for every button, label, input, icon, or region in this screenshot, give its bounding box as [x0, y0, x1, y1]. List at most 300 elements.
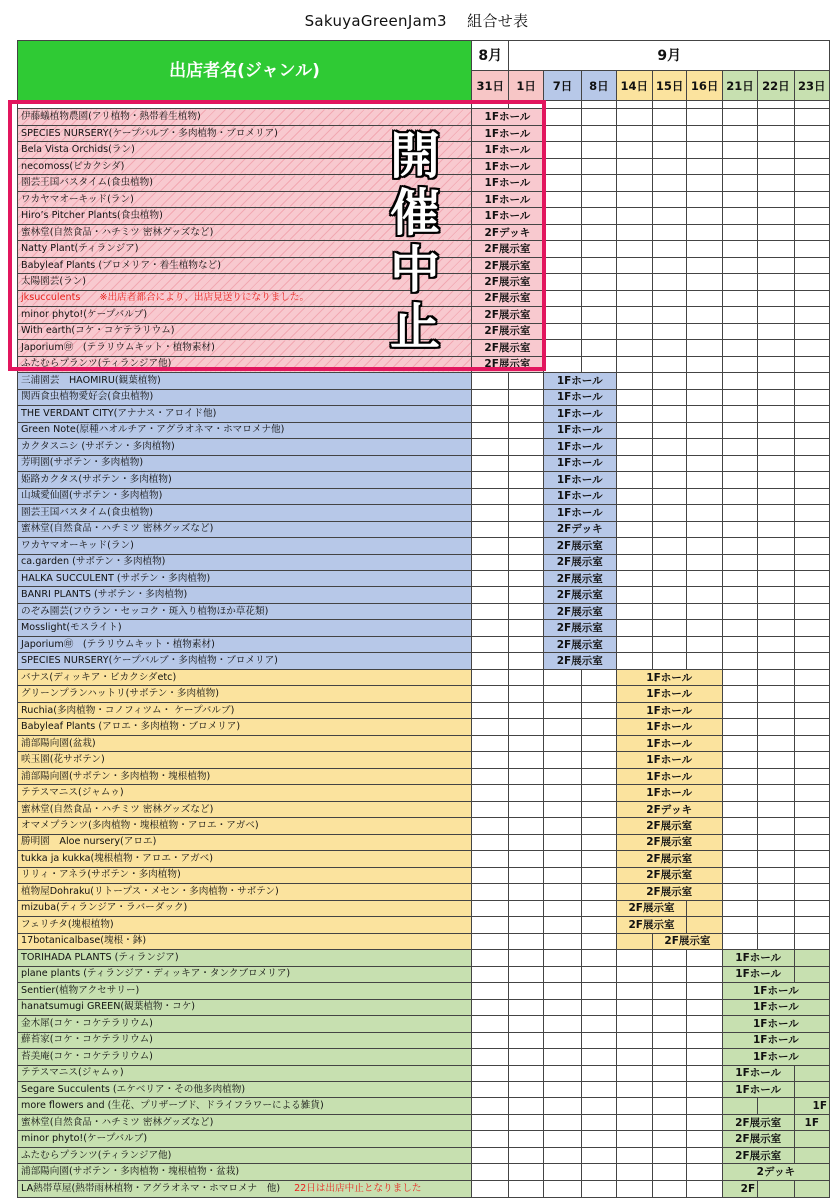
empty-cell: [653, 439, 687, 455]
empty-cell: [758, 439, 794, 455]
empty-cell: [722, 768, 757, 784]
vendor-name-text: 金木犀(コケ・コケテラリウム): [21, 1017, 153, 1029]
empty-cell: [543, 1049, 581, 1065]
empty-cell: [758, 290, 794, 306]
empty-cell: [582, 867, 616, 883]
vendor-name-text: Babyleaf Plants (アロエ・多肉植物・ブロメリア): [21, 721, 241, 733]
table-row: [18, 307, 830, 323]
empty-cell: [472, 702, 509, 718]
empty-cell: [616, 125, 652, 141]
empty-cell: [687, 224, 722, 240]
vendor-name: [18, 950, 472, 966]
vendor-name-text: necomoss(ビカクシダ): [21, 160, 125, 172]
empty-cell: [653, 1049, 687, 1065]
empty-cell: [794, 488, 829, 504]
empty-cell: [616, 1131, 652, 1147]
empty-cell: [543, 999, 581, 1015]
empty-cell: [687, 191, 722, 207]
empty-cell: [794, 933, 829, 949]
table-row: [18, 851, 830, 867]
venue-cell-secondary: 1F: [794, 1114, 829, 1130]
vendor-name: [18, 1082, 472, 1098]
vendor-name-text: Segare Succulents (エケベリア・その他多肉植物): [21, 1083, 246, 1095]
table-row: [18, 1114, 830, 1130]
empty-cell: [543, 158, 581, 174]
empty-cell: [472, 999, 509, 1015]
empty-cell: [616, 356, 652, 372]
vendor-name-text: グリーンプランハットリ(サボテン・多肉植物): [21, 688, 220, 700]
empty-cell: [616, 1164, 652, 1180]
empty-cell: [509, 950, 543, 966]
empty-cell: [758, 257, 794, 273]
vendor-name-text: minor phyto!(ケープバルブ): [21, 1133, 148, 1145]
empty-cell: [616, 109, 652, 125]
empty-cell: [509, 620, 543, 636]
vendor-name-text: HALKA SUCCULENT (サボテン・多肉植物): [21, 572, 211, 584]
vendor-name: [18, 999, 472, 1015]
vendor-name: [18, 1016, 472, 1032]
empty-cell: [509, 1065, 543, 1081]
empty-cell: [582, 224, 616, 240]
venue-cell: 1Fホール: [616, 752, 722, 768]
table-row: [18, 1180, 830, 1197]
table-row: [18, 570, 830, 586]
venue-cell: 2F展示室: [543, 653, 616, 669]
vendor-name-text: 咲玉園(花サボテン): [21, 754, 105, 766]
venue-cell: 2F展示室: [472, 290, 544, 306]
empty-cell: [794, 142, 829, 158]
empty-cell: [687, 1098, 722, 1114]
empty-cell: [794, 224, 829, 240]
empty-cell: [616, 142, 652, 158]
empty-cell: [509, 917, 543, 933]
empty-cell: [794, 505, 829, 521]
table-row: [18, 768, 830, 784]
empty-cell: [582, 884, 616, 900]
empty-cell: [794, 521, 829, 537]
vendor-name-text: 姫路カクタス(サボテン・多肉植物): [21, 473, 172, 485]
vendor-name-text: 蜜林堂(自然食品・ハチミツ 密林グッズなど): [21, 226, 214, 238]
vendor-name-text: Green Note(原種ハオルチア・アグラオネマ・ホマロメナ他): [21, 424, 285, 436]
empty-cell: [582, 1131, 616, 1147]
empty-cell: [472, 867, 509, 883]
empty-cell: [758, 900, 794, 916]
vendor-name-text: 園芸王国バスタイム(食虫植物): [21, 506, 154, 518]
empty-cell: [582, 290, 616, 306]
empty-cell: [509, 1147, 543, 1163]
empty-cell: [509, 768, 543, 784]
schedule-table: [17, 40, 830, 1198]
vendor-name-text: Hiro’s Pitcher Plants(食虫植物): [21, 210, 163, 222]
table-row: [18, 933, 830, 949]
vendor-name: [18, 834, 472, 850]
empty-cell: [582, 175, 616, 191]
empty-cell: [653, 1164, 687, 1180]
empty-cell: [758, 356, 794, 372]
venue-cell: 1Fホール: [722, 950, 794, 966]
empty-cell: [582, 801, 616, 817]
empty-cell: [653, 125, 687, 141]
vendor-name-text: 園芸王国バスタイム(食虫植物): [21, 177, 154, 189]
empty-cell: [794, 867, 829, 883]
empty-cell: [794, 257, 829, 273]
empty-cell: [722, 587, 757, 603]
empty-cell: [758, 653, 794, 669]
empty-cell: [472, 1164, 509, 1180]
empty-cell: [509, 1049, 543, 1065]
vendor-name-text: Babyleaf Plants (ブロメリア・着生植物など): [21, 259, 221, 271]
empty-cell: [722, 158, 757, 174]
empty-cell: [509, 422, 543, 438]
vendor-name: [18, 785, 472, 801]
empty-cell: [758, 158, 794, 174]
vendor-name-text: バナス(ディッキア・ビカクシダetc): [21, 671, 177, 683]
empty-cell: [509, 752, 543, 768]
empty-cell: [758, 570, 794, 586]
empty-cell: [794, 439, 829, 455]
empty-cell: [794, 290, 829, 306]
empty-cell: [653, 241, 687, 257]
empty-cell: [722, 686, 757, 702]
empty-cell: [653, 373, 687, 389]
empty-cell: [722, 290, 757, 306]
empty-cell: [509, 983, 543, 999]
vendor-name: [18, 356, 472, 372]
empty-cell: [582, 208, 616, 224]
header-day-7: 7日: [543, 71, 581, 101]
empty-cell: [653, 570, 687, 586]
empty-cell: [722, 257, 757, 273]
vendor-name: [18, 966, 472, 982]
table-row: [18, 1049, 830, 1065]
vendor-name: [18, 867, 472, 883]
vendor-name-text: ふたむらプランツ(ティランジア他): [21, 358, 172, 370]
empty-cell: [582, 933, 616, 949]
empty-cell: [758, 933, 794, 949]
vendor-name: [18, 290, 472, 306]
venue-cell: 2F展示室: [616, 917, 687, 933]
table-row: [18, 785, 830, 801]
venue-cell: 1Fホール: [722, 1082, 794, 1098]
vendor-name: [18, 818, 472, 834]
vendor-name-text: 芳明園(サボテン・多肉植物): [21, 457, 144, 469]
table-row: [18, 373, 830, 389]
empty-cell: [543, 900, 581, 916]
empty-cell: [582, 1065, 616, 1081]
header-day-16: 16日: [687, 71, 722, 101]
empty-cell: [472, 686, 509, 702]
empty-cell: [543, 323, 581, 339]
vendor-name-text: tukka ja kukka(塊根植物・アロエ・アガベ): [21, 852, 213, 864]
empty-cell: [758, 208, 794, 224]
venue-cell: 1Fホール: [472, 175, 544, 191]
empty-cell: [582, 191, 616, 207]
vendor-name-text: SPECIES NURSERY(ケープバルブ・多肉植物・ブロメリア): [21, 655, 278, 667]
unavailable-cell: [794, 1180, 829, 1197]
empty-cell: [687, 554, 722, 570]
vendor-name-text: テテスマニス(ジャムゥ): [21, 1067, 124, 1079]
empty-cell: [794, 669, 829, 685]
empty-cell: [509, 603, 543, 619]
empty-cell: [616, 257, 652, 273]
empty-cell: [543, 125, 581, 141]
table-row: [18, 257, 830, 273]
venue-cell: 1Fホール: [722, 1049, 829, 1065]
empty-cell: [616, 999, 652, 1015]
table-row: [18, 1098, 830, 1114]
empty-cell: [509, 966, 543, 982]
empty-cell: [722, 191, 757, 207]
empty-cell: [653, 1098, 687, 1114]
header-day-8: 8日: [582, 71, 616, 101]
vendor-name-text: 関西食虫植物愛好会(食虫植物): [21, 391, 154, 403]
empty-cell: [616, 1032, 652, 1048]
empty-cell: [543, 274, 581, 290]
vendor-name: [18, 752, 472, 768]
empty-cell: [616, 340, 652, 356]
empty-cell: [722, 241, 757, 257]
empty-cell: [582, 356, 616, 372]
empty-cell: [687, 373, 722, 389]
venue-cell: 1Fホール: [543, 505, 616, 521]
empty-cell: [472, 1065, 509, 1081]
venue-cell: 2F展示室: [616, 818, 722, 834]
empty-cell: [794, 125, 829, 141]
vendor-name: [18, 389, 472, 405]
empty-cell: [687, 966, 722, 982]
empty-cell: [687, 1032, 722, 1048]
table-row: [18, 241, 830, 257]
vendor-name: [18, 158, 472, 174]
venue-cell: 1Fホール: [722, 1065, 794, 1081]
table-row: [18, 603, 830, 619]
empty-cell: [582, 999, 616, 1015]
empty-cell: [722, 422, 757, 438]
unavailable-cell: [687, 900, 722, 916]
venue-cell: 2F展示室: [616, 867, 722, 883]
venue-cell: 1Fホール: [472, 109, 544, 125]
vendor-name: [18, 983, 472, 999]
vendor-name: [18, 570, 472, 586]
empty-cell: [472, 1147, 509, 1163]
empty-cell: [722, 917, 757, 933]
empty-cell: [472, 966, 509, 982]
empty-cell: [794, 785, 829, 801]
empty-cell: [582, 834, 616, 850]
vendor-name: [18, 554, 472, 570]
header-month-aug: 8月: [472, 41, 509, 71]
empty-cell: [582, 1180, 616, 1197]
empty-cell: [543, 356, 581, 372]
empty-cell: [582, 1016, 616, 1032]
venue-cell: 1Fホール: [472, 125, 544, 141]
empty-cell: [582, 158, 616, 174]
vendor-name: [18, 636, 472, 652]
empty-cell: [582, 669, 616, 685]
empty-cell: [758, 917, 794, 933]
empty-cell: [653, 620, 687, 636]
empty-cell: [582, 785, 616, 801]
empty-cell: [758, 719, 794, 735]
empty-cell: [472, 422, 509, 438]
empty-cell: [758, 340, 794, 356]
vendor-name: [18, 735, 472, 751]
empty-cell: [543, 1114, 581, 1130]
vendor-name-text: ワカヤマオーキッド(ラン): [21, 539, 134, 551]
empty-cell: [509, 1180, 543, 1197]
vendor-name-text: フェリチタ(塊根植物): [21, 918, 114, 930]
venue-cell: 1Fホール: [472, 142, 544, 158]
empty-cell: [653, 488, 687, 504]
unavailable-cell: [794, 966, 829, 982]
empty-cell: [687, 290, 722, 306]
empty-cell: [653, 274, 687, 290]
empty-cell: [758, 472, 794, 488]
empty-cell: [616, 439, 652, 455]
empty-cell: [582, 702, 616, 718]
empty-cell: [616, 455, 652, 471]
cancelled-char: 催: [390, 184, 440, 242]
empty-cell: [543, 669, 581, 685]
empty-cell: [616, 1049, 652, 1065]
empty-cell: [794, 735, 829, 751]
empty-cell: [582, 983, 616, 999]
vendor-name: [18, 455, 472, 471]
vendor-name-text: ca.garden (サボテン・多肉植物): [21, 556, 166, 568]
empty-cell: [794, 538, 829, 554]
empty-cell: [582, 1082, 616, 1098]
empty-cell: [722, 439, 757, 455]
empty-cell: [722, 142, 757, 158]
empty-cell: [616, 966, 652, 982]
vendor-name: [18, 191, 472, 207]
empty-cell: [582, 307, 616, 323]
table-row: [18, 422, 830, 438]
empty-cell: [543, 884, 581, 900]
empty-cell: [653, 224, 687, 240]
vendor-name-text: リリィ・アネラ(サボテン・多肉植物): [21, 869, 181, 881]
empty-cell: [758, 620, 794, 636]
vendor-name-text: 勝明園 Aloe nursery(アロエ): [21, 836, 157, 848]
empty-cell: [687, 422, 722, 438]
table-row: [18, 1032, 830, 1048]
empty-cell: [653, 455, 687, 471]
empty-cell: [758, 373, 794, 389]
empty-cell: [582, 966, 616, 982]
empty-cell: [616, 472, 652, 488]
empty-cell: [794, 917, 829, 933]
vendor-name-text: テテスマニス(ジャムゥ): [21, 787, 124, 799]
cancelled-char: 止: [390, 298, 440, 356]
venue-cell: 1Fホール: [543, 406, 616, 422]
empty-cell: [794, 818, 829, 834]
vendor-name: [18, 472, 472, 488]
empty-cell: [616, 603, 652, 619]
empty-cell: [582, 142, 616, 158]
empty-cell: [616, 389, 652, 405]
vendor-name: [18, 224, 472, 240]
table-row: [18, 554, 830, 570]
empty-cell: [543, 917, 581, 933]
empty-cell: [653, 1016, 687, 1032]
empty-cell: [509, 999, 543, 1015]
empty-cell: [582, 1098, 616, 1114]
empty-cell: [794, 801, 829, 817]
vendor-name: [18, 1098, 472, 1114]
empty-cell: [472, 752, 509, 768]
venue-cell: 2F展示室: [472, 340, 544, 356]
vendor-name-text: 伊藤蟻植物農園(アリ植物・熱帯着生植物): [21, 111, 201, 123]
empty-cell: [653, 636, 687, 652]
empty-cell: [472, 587, 509, 603]
empty-cell: [616, 620, 652, 636]
empty-cell: [722, 620, 757, 636]
empty-cell: [687, 323, 722, 339]
empty-cell: [758, 785, 794, 801]
empty-cell: [543, 735, 581, 751]
empty-cell: [616, 521, 652, 537]
empty-cell: [794, 307, 829, 323]
vendor-name-text: THE VERDANT CITY(アナナス・アロイド他): [21, 407, 217, 419]
venue-cell: 2F展示室: [472, 323, 544, 339]
empty-cell: [472, 1131, 509, 1147]
empty-cell: [543, 719, 581, 735]
empty-cell: [653, 1114, 687, 1130]
vendor-name: [18, 851, 472, 867]
venue-cell: 2F展示室: [722, 1131, 794, 1147]
table-row: [18, 142, 830, 158]
empty-cell: [472, 455, 509, 471]
table-row: [18, 472, 830, 488]
empty-cell: [653, 340, 687, 356]
empty-cell: [722, 719, 757, 735]
empty-cell: [616, 505, 652, 521]
empty-cell: [543, 801, 581, 817]
empty-cell: [509, 884, 543, 900]
empty-cell: [472, 933, 509, 949]
empty-cell: [687, 307, 722, 323]
vendor-name: [18, 257, 472, 273]
venue-cell: 2F展示室: [543, 620, 616, 636]
vendor-name-text: Japorium㊞ (テラリウムキット・植物素材): [21, 638, 215, 650]
venue-cell: 2F展示室: [722, 1147, 794, 1163]
header-day-31: 31日: [472, 71, 509, 101]
venue-cell: 1Fホール: [472, 208, 544, 224]
empty-cell: [543, 257, 581, 273]
empty-cell: [722, 801, 757, 817]
empty-cell: [722, 735, 757, 751]
empty-cell: [616, 224, 652, 240]
empty-cell: [653, 653, 687, 669]
venue-cell: 2F展示室: [543, 587, 616, 603]
empty-cell: [543, 1180, 581, 1197]
empty-cell: [758, 538, 794, 554]
empty-cell: [472, 636, 509, 652]
empty-cell: [543, 867, 581, 883]
vendor-name: [18, 884, 472, 900]
empty-cell: [582, 1114, 616, 1130]
empty-cell: [543, 208, 581, 224]
table-row: [18, 900, 830, 916]
vendor-name-text: With earth(コケ・コケテラリウム): [21, 325, 175, 337]
empty-cell: [616, 554, 652, 570]
vendor-name: [18, 521, 472, 537]
empty-cell: [687, 1065, 722, 1081]
table-row: [18, 439, 830, 455]
empty-cell: [472, 950, 509, 966]
empty-cell: [794, 389, 829, 405]
table-row: [18, 224, 830, 240]
